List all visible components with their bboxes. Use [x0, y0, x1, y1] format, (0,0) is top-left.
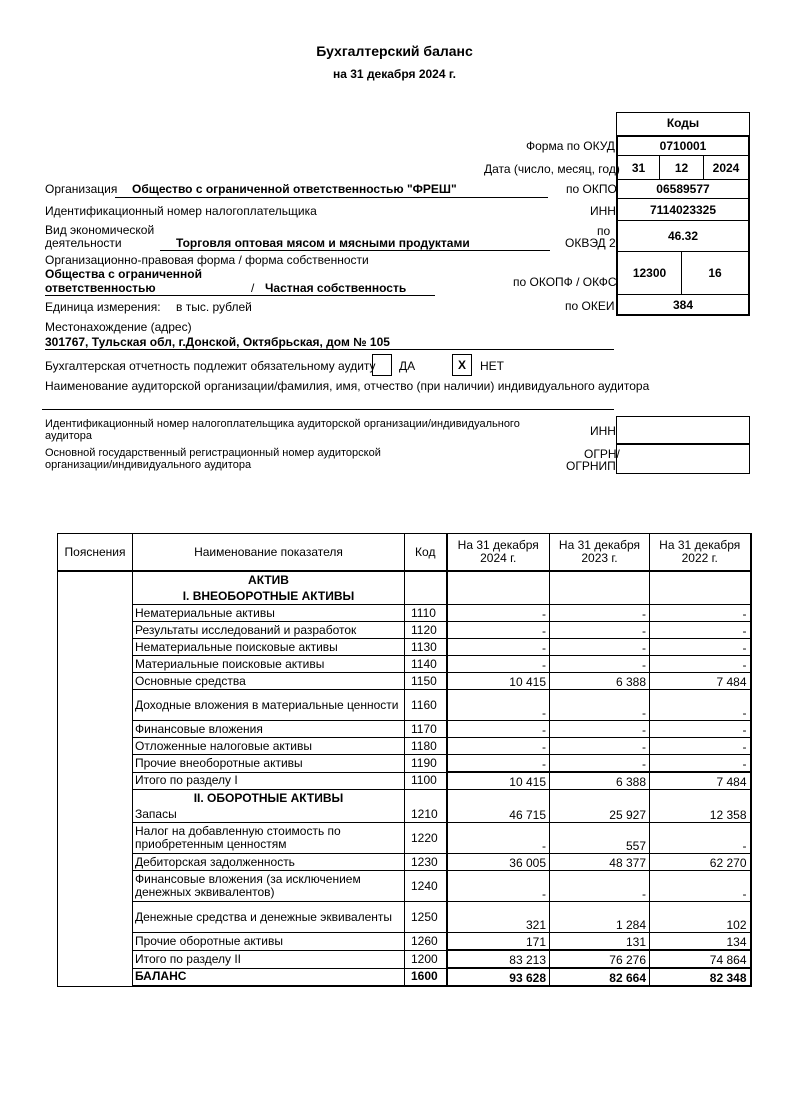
auditor-inn-short: ИНН: [590, 424, 616, 438]
row-code: 1220: [405, 823, 447, 854]
row-name: Прочие внеоборотные активы: [133, 755, 405, 773]
legal-form-1: Общества с ограниченной: [45, 267, 202, 281]
row-value-2023: 557: [550, 823, 650, 854]
row-name: Прочие оборотные активы: [133, 933, 405, 951]
auditor-underline: [42, 409, 614, 410]
ownership-value: Частная собственность: [265, 281, 407, 295]
row-name: Финансовые вложения: [133, 721, 405, 738]
okpo-value: 06589577: [618, 180, 748, 199]
table-row: [58, 605, 751, 622]
row-name: Нематериальные поисковые активы: [133, 639, 405, 656]
balance-total-row: [58, 968, 751, 986]
row-code: 1200: [405, 950, 447, 968]
row-value-2023: -: [550, 639, 650, 656]
row-code: 1600: [405, 968, 447, 986]
address-label: Местонахождение (адрес): [45, 320, 192, 334]
auditor-inn-label-1: Идентификационный номер налогоплательщика аудиторской организации/индивидуального: [45, 418, 520, 430]
auditor-inn-label-2: аудитора: [45, 430, 92, 442]
table-row: [58, 721, 751, 738]
okved-value: 46.32: [618, 221, 748, 252]
row-value-2024: 83 213: [447, 950, 550, 968]
row-value-2024: -: [447, 622, 550, 639]
table-header-row: [58, 534, 751, 572]
row-name: Основные средства: [133, 673, 405, 690]
section2-row: [58, 790, 751, 807]
row-value-2024: 46 715: [447, 806, 550, 823]
ogrn-short-2: ОГРНИП: [566, 459, 616, 473]
activity-label-1: Вид экономической: [45, 223, 155, 237]
row-value-2023: 82 664: [550, 968, 650, 986]
row-code: 1230: [405, 854, 447, 871]
row-value-2024: -: [447, 738, 550, 755]
row-value-2023: -: [550, 656, 650, 673]
row-value-2024: 10 415: [447, 673, 550, 690]
row-value-2022: -: [650, 755, 751, 773]
row-code: 1210: [405, 806, 447, 823]
okved-label-2: ОКВЭД 2: [565, 236, 616, 250]
row-code: 1110: [405, 605, 447, 622]
header-2022: На 31 декабря 2022 г.: [650, 534, 751, 572]
row-name: Отложенные налоговые активы: [133, 738, 405, 755]
org-underline: [115, 197, 548, 198]
row-name: Денежные средства и денежные эквиваленты: [133, 902, 405, 933]
date-day: 31: [618, 156, 660, 180]
row-value-2022: -: [650, 690, 751, 721]
auditor-inn-field[interactable]: [616, 416, 750, 444]
row-notes: [58, 806, 133, 823]
okopf-label: по ОКОПФ / ОКФС: [513, 275, 617, 289]
row-notes: [58, 823, 133, 854]
activity-label-2: деятельности: [45, 236, 122, 250]
row-value-2023: -: [550, 690, 650, 721]
row-value-2022: 82 348: [650, 968, 751, 986]
legal-form-underline: [45, 295, 435, 296]
row-value-2023: -: [550, 738, 650, 755]
section1-row: [58, 588, 751, 605]
row-value-2023: 6 388: [550, 772, 650, 790]
row-value-2022: -: [650, 639, 751, 656]
codes-heading-cell: [616, 112, 750, 136]
table-row: [58, 871, 751, 902]
row-value-2023: -: [550, 755, 650, 773]
row-value-2023: 6 388: [550, 673, 650, 690]
row-value-2022: -: [650, 823, 751, 854]
row-value-2024: 10 415: [447, 772, 550, 790]
org-label: Организация: [45, 182, 118, 196]
activity-underline: [160, 250, 550, 251]
section2-heading: II. ОБОРОТНЫЕ АКТИВЫ: [133, 790, 405, 807]
row-notes: [58, 854, 133, 871]
row-value-2024: -: [447, 656, 550, 673]
row-code: 1190: [405, 755, 447, 773]
audit-no-label: НЕТ: [480, 359, 504, 373]
org-name: Общество с ограниченной ответственностью "ФРЕШ": [132, 182, 457, 196]
address-underline: [45, 349, 614, 350]
row-name: Материальные поисковые активы: [133, 656, 405, 673]
ogrn-label-1: Основной государственный регистрационный номер аудиторской: [45, 447, 381, 459]
row-value-2024: -: [447, 823, 550, 854]
row-code: 1130: [405, 639, 447, 656]
codes-heading: Коды: [666, 116, 700, 130]
row-code: 1260: [405, 933, 447, 951]
inn-value: 7114023325: [618, 199, 748, 221]
row-value-2023: 76 276: [550, 950, 650, 968]
row-value-2022: -: [650, 721, 751, 738]
row-value-2024: -: [447, 605, 550, 622]
table-row: [58, 755, 751, 773]
table-row: [58, 772, 751, 790]
row-notes: [58, 656, 133, 673]
row-value-2022: 62 270: [650, 854, 751, 871]
inn-label: Идентификационный номер налогоплательщика: [45, 204, 317, 218]
okei-value: 384: [672, 297, 694, 312]
table-row: [58, 933, 751, 951]
okud-label: Форма по ОКУД: [526, 139, 615, 153]
row-notes: [58, 902, 133, 933]
row-value-2023: -: [550, 605, 650, 622]
unit-value: в тыс. рублей: [176, 300, 252, 314]
row-name: Налог на добавленную стоимость по приобретенным ценностям: [133, 823, 405, 854]
row-code: 1150: [405, 673, 447, 690]
auditor-name-label: Наименование аудиторской организации/фамилия, имя, отчество (при наличии) индивидуального аудитора: [45, 379, 650, 393]
row-value-2023: 25 927: [550, 806, 650, 823]
ogrn-short-1: ОГРН/: [584, 447, 620, 461]
row-name: Доходные вложения в материальные ценности: [133, 690, 405, 721]
table-row: [58, 950, 751, 968]
row-value-2023: 131: [550, 933, 650, 951]
row-code: 1180: [405, 738, 447, 755]
row-value-2024: -: [447, 871, 550, 902]
section1-heading: I. ВНЕОБОРОТНЫЕ АКТИВЫ: [133, 588, 405, 605]
audit-yes-label: ДА: [399, 359, 416, 373]
balance-table: [57, 533, 752, 987]
row-code: 1140: [405, 656, 447, 673]
table-row: [58, 690, 751, 721]
legal-form-slash: /: [251, 281, 255, 295]
audit-label: Бухгалтерская отчетность подлежит обязательному аудиту: [45, 359, 376, 373]
row-value-2022: -: [650, 656, 751, 673]
row-value-2023: -: [550, 871, 650, 902]
unit-label: Единица измерения:: [45, 300, 161, 314]
okpo-label: по ОКПО: [566, 182, 617, 196]
activity-value: Торговля оптовая мясом и мясными продуктами: [176, 236, 470, 250]
row-value-2022: 12 358: [650, 806, 751, 823]
row-value-2022: -: [650, 871, 751, 902]
table-row: [58, 823, 751, 854]
header-2023: На 31 декабря 2023 г.: [550, 534, 650, 572]
row-value-2023: -: [550, 622, 650, 639]
header-notes: Пояснения: [58, 534, 133, 572]
row-name: Итого по разделу II: [133, 950, 405, 968]
inn-code-label: ИНН: [590, 204, 616, 218]
row-code: 1250: [405, 902, 447, 933]
row-code: 1160: [405, 690, 447, 721]
row-notes: [58, 622, 133, 639]
document-date: на 31 декабря 2024 г.: [333, 67, 456, 81]
okfs-value: 16: [682, 252, 748, 295]
row-value-2022: 7 484: [650, 772, 751, 790]
row-value-2022: 134: [650, 933, 751, 951]
header-2024: На 31 декабря 2024 г.: [447, 534, 550, 572]
row-name: Результаты исследований и разработок: [133, 622, 405, 639]
row-code: 1240: [405, 871, 447, 902]
row-value-2024: -: [447, 690, 550, 721]
row-value-2024: 36 005: [447, 854, 550, 871]
row-name: БАЛАНС: [133, 968, 405, 986]
row-notes: [58, 950, 133, 968]
row-value-2022: -: [650, 622, 751, 639]
header-name: Наименование показателя: [133, 534, 405, 572]
table-row: [58, 854, 751, 871]
aktiv-heading: АКТИВ: [133, 571, 405, 588]
row-name: Нематериальные активы: [133, 605, 405, 622]
okopf-value: 12300: [618, 252, 682, 295]
table-row: [58, 738, 751, 755]
okei-label: по ОКЕИ: [565, 299, 615, 313]
row-value-2022: -: [650, 738, 751, 755]
legal-form-2: ответственностью: [45, 281, 156, 295]
date-label: Дата (число, месяц, год): [484, 162, 620, 176]
row-notes: [58, 933, 133, 951]
audit-no-checkbox[interactable]: X: [452, 354, 472, 376]
row-notes: [58, 605, 133, 622]
address-value: 301767, Тульская обл, г.Донской, Октябрьская, дом № 105: [45, 335, 390, 349]
ogrn-label-2: организации/индивидуального аудитора: [45, 459, 252, 471]
date-month: 12: [660, 156, 704, 180]
table-row: [58, 656, 751, 673]
row-notes: [58, 871, 133, 902]
row-value-2022: 74 864: [650, 950, 751, 968]
header-code: Код: [405, 534, 447, 572]
row-value-2022: -: [650, 605, 751, 622]
okved-label-1: по: [597, 224, 611, 238]
row-value-2023: 1 284: [550, 902, 650, 933]
row-value-2022: 102: [650, 902, 751, 933]
row-value-2024: -: [447, 755, 550, 773]
table-row: [58, 673, 751, 690]
row-value-2024: 321: [447, 902, 550, 933]
row-name: Запасы: [133, 806, 405, 823]
row-value-2024: -: [447, 721, 550, 738]
row-name: Итого по разделу I: [133, 772, 405, 790]
okud-value: 0710001: [618, 136, 748, 156]
row-value-2024: -: [447, 639, 550, 656]
table-row: [58, 902, 751, 933]
aktiv-row: [58, 571, 751, 588]
row-notes: [58, 968, 133, 986]
row-code: 1170: [405, 721, 447, 738]
audit-yes-checkbox[interactable]: [372, 354, 392, 376]
row-name: Дебиторская задолженность: [133, 854, 405, 871]
row-notes: [58, 738, 133, 755]
row-value-2022: 7 484: [650, 673, 751, 690]
row-name: Финансовые вложения (за исключением денежных эквивалентов): [133, 871, 405, 902]
row-value-2023: -: [550, 721, 650, 738]
row-code: 1120: [405, 622, 447, 639]
ogrn-field[interactable]: [616, 444, 750, 474]
table-row: [58, 622, 751, 639]
row-notes: [58, 673, 133, 690]
row-notes: [58, 755, 133, 773]
row-notes: [58, 639, 133, 656]
row-value-2024: 93 628: [447, 968, 550, 986]
row-notes: [58, 690, 133, 721]
table-row: [58, 806, 751, 823]
row-notes: [58, 772, 133, 790]
row-value-2023: 48 377: [550, 854, 650, 871]
legal-form-label: Организационно-правовая форма / форма собственности: [45, 253, 369, 267]
date-year: 2024: [704, 156, 748, 180]
row-value-2024: 171: [447, 933, 550, 951]
row-code: 1100: [405, 772, 447, 790]
table-row: [58, 639, 751, 656]
document-title: Бухгалтерский баланс: [316, 43, 473, 59]
row-notes: [58, 721, 133, 738]
